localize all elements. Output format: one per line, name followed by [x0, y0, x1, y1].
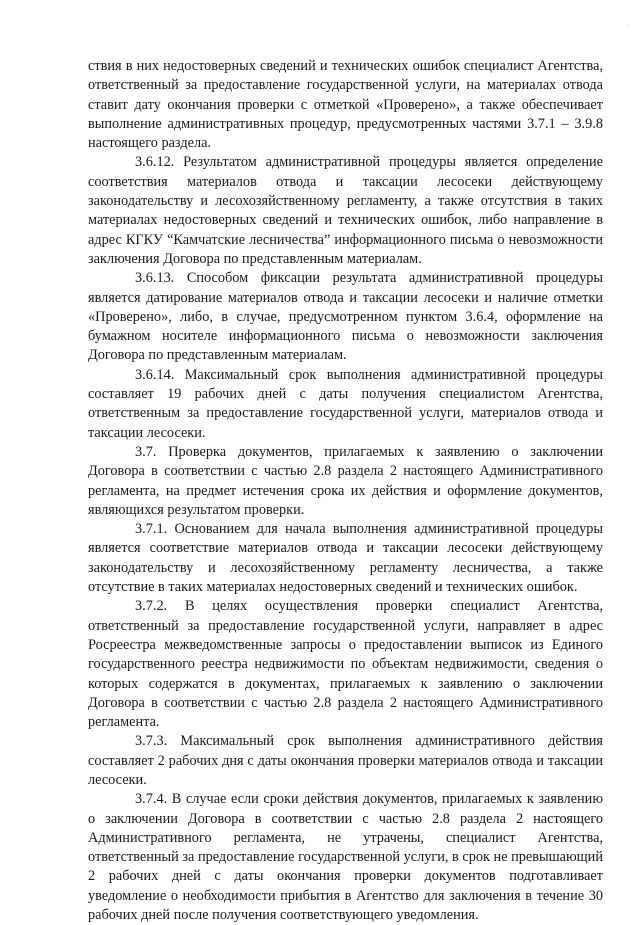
paragraph-3-6-13: 3.6.13. Способом фиксации результата административной процедуры является датирование материалов отвода и таксации лесосеки и наличие отметки «Проверено», либо, в случае, предусмотренном пунктом 3.6.4, оформление на бумажном носителе информационного письма о невозможности заключения Договора по представленным материалам.	[88, 270, 603, 364]
paragraph-3-7-2: 3.7.2. В целях осуществления проверки специалист Агентства, ответственный за предоставление государственной услуги, направляет в адрес Росреестра межведомственные запросы о предоставлении выписок из Единого государственного реестра недвижимости по объектам недвижимости, сведения о которых содержатся в документах, прилагаемых к заявлению о заключении Договора в соответствии с частью 2.8 раздела 2 настоящего Административного регламента.	[88, 598, 603, 731]
margin-mark: ·	[626, 22, 629, 32]
paragraph-3-6-14: 3.6.14. Максимальный срок выполнения административной процедуры составляет 19 рабочих дней с даты получения специалистом Агентства, ответственным за предоставление государственной услуги, материалов отвода и таксации лесосеки.	[88, 366, 603, 441]
document-body	[88, 57, 603, 925]
paragraph-continuation: ствия в них недостоверных сведений и технических ошибок специалист Агентства, ответственный за предоставление государственной услуги, на материалах отвода ставит дату окончания проверки с отметкой «Проверено», а также обеспечивает выполнение административных процедур, предусмотренных частями 3.7.1 – 3.9.8 настоящего раздела.	[88, 58, 603, 152]
paragraph-3-7-1: 3.7.1. Основанием для начала выполнения административной процедуры является соответствие материалов отвода и таксации лесосеки действующему законодательству и лесохозяйственному регламенту лесничества, а также отсутствие в таких материалах недостоверных сведений и технических ошибок.	[88, 521, 603, 596]
paragraph-3-6-12: 3.6.12. Результатом административной процедуры является определение соответствия материалов отвода и таксации лесосеки действующему законодательству и лесохозяйственному регламенту, а также отсутствия в таких материалах недостоверных сведений и технических ошибок, либо направление в адрес КГКУ “Камчатские лесничества” информационного письма о невозможности заключения Договора по представленным материалам.	[88, 154, 603, 267]
paragraph-3-7-3: 3.7.3. Максимальный срок выполнения административного действия составляет 2 рабочих дня с даты окончания проверки материалов отвода и таксации лесосеки.	[88, 733, 603, 788]
paragraph-3-7: 3.7. Проверка документов, прилагаемых к заявлению о заключении Договора в соответствии с частью 2.8 раздела 2 настоящего Административного регламента, на предмет истечения срока их действия и оформление документов, являющихся результатом проверки.	[88, 443, 603, 518]
paragraph-3-7-4: 3.7.4. В случае если сроки действия документов, прилагаемых к заявлению о заключении Договора в соответствии с частью 2.8 раздела 2 настоящего Административного регламента, не утрачены, специалист Агентства, ответственный за предоставление государственной услуги, в срок не превышающий 2 рабочих дней с даты окончания проверки документов подготавливает уведомление о необходимости прибытия в Агентство для заключения в течение 30 рабочих дней после получения соответствующего уведомления.	[88, 791, 603, 924]
